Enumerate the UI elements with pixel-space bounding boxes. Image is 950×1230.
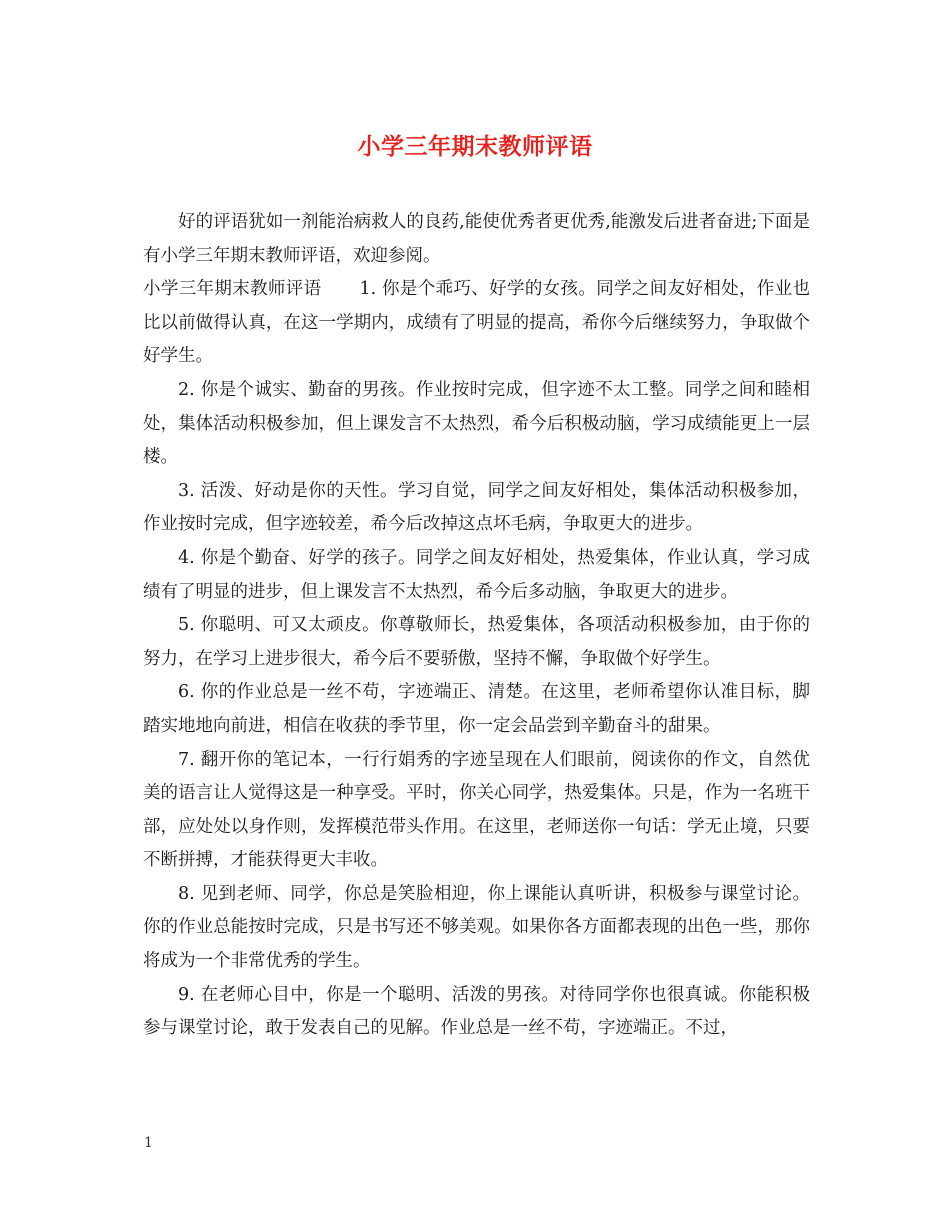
item-1-text: 1. 你是个乖巧、好学的女孩。同学之间友好相处，作业也比以前做得认真，在这一学期内，成绩有了明显的提高，希你今后继续努力，争取做个好学生。 [143,279,810,367]
paragraph-item-9: 9. 在老师心目中，你是一个聪明、活泼的男孩。对待同学你也很真诚。你能积极参与课堂讨论，敢于发表自己的见解。作业总是一丝不苟，字迹端正。不过， [143,984,810,1039]
paragraph-item-2: 2. 你是个诚实、勤奋的男孩。作业按时完成，但字迹不太工整。同学之间和睦相处，集体活动积极参加，但上课发言不太热烈，希今后积极动脑，学习成绩能更上一层楼。 [143,379,810,468]
paragraph-item-5: 5. 你聪明、可又太顽皮。你尊敬师长，热爱集体，各项活动积极参加，由于你的努力，在学习上进步很大，希今后不要骄傲，坚持不懈，争取做个好学生。 [143,615,810,669]
paragraph-item-7: 7. 翻开你的笔记本，一行行娟秀的字迹呈现在人们眼前，阅读你的作文，自然优美的语言让人觉得这是一种享受。平时，你关心同学，热爱集体。只是，作为一名班干部，应处处以身作则，发挥模范带头作用。在这里，老师送你一句话：学无止境，只要不断拼搏，才能获得更大丰收。 [143,749,810,871]
page-number: 1 [144,1135,153,1151]
paragraph-item-6: 6. 你的作业总是一丝不苟，字迹端正、清楚。在这里，老师希望你认准目标，脚踏实地地向前进，相信在收获的季节里，你一定会品尝到辛勤奋斗的甜果。 [143,682,810,736]
paragraph-item-4: 4. 你是个勤奋、好学的孩子。同学之间友好相处，热爱集体，作业认真，学习成绩有了明显的进步，但上课发言不太热烈，希今后多动脑，争取更大的进步。 [143,547,810,602]
document-title: 小学三年期末教师评语 [357,133,593,160]
intro-paragraph: 好的评语犹如一剂能治病救人的良药,能使优秀者更优秀,能激发后进者奋进;下面是有小学三年期末教师评语，欢迎参阅。 [143,212,810,266]
paragraph-item-8: 8. 见到老师、同学，你总是笑脸相迎，你上课能认真听讲，积极参与课堂讨论。你的作业总能按时完成，只是书写还不够美观。如果你各方面都表现的出色一些，那你将成为一个非常优秀的学生。 [143,883,810,972]
paragraph-item-1 [143,273,810,374]
document-body [143,206,810,1046]
paragraph-item-3: 3. 活泼、好动是你的天性。学习自觉，同学之间友好相处，集体活动积极参加，作业按时完成，但字迹较差，希今后改掉这点坏毛病，争取更大的进步。 [143,480,810,535]
section-subtitle: 小学三年期末教师评语 [143,279,322,300]
